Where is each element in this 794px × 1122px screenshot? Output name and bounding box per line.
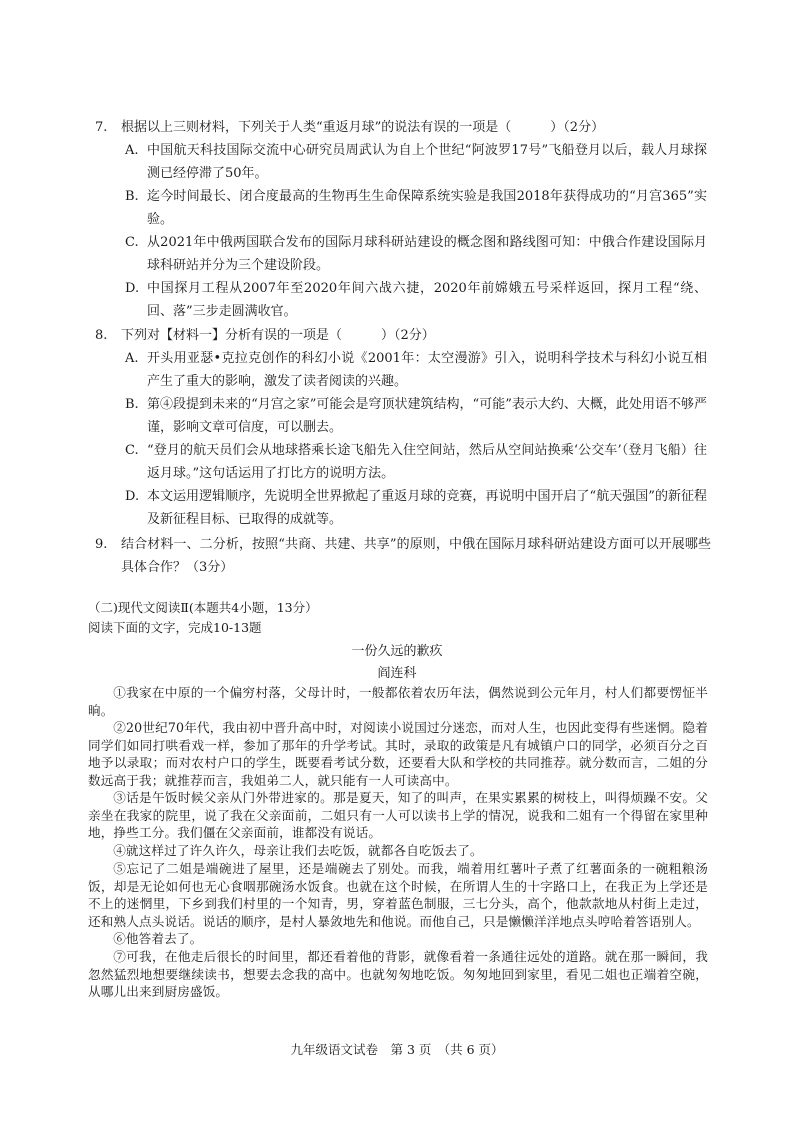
section-header: （二)现代文阅读Ⅱ(本题共4小题，13分） <box>88 600 318 615</box>
option-text: 本文运用逻辑顺序，先说明全世界掀起了重返月球的竞赛，再说明中国开启了“航天强国”的新征程及新征程目标、已取得的成就等。 <box>147 489 707 527</box>
section-instruction: 阅读下面的文字，完成10-13题 <box>88 620 262 635</box>
option-text: “登月的航天员们会从地球搭乘长途飞船先入住空间站，然后从空间站换乘‘公交车’（登月飞船）往返月球。”这句话运用了打比方的说明方法。 <box>147 443 707 481</box>
article-paragraph-6: ⑥他答着去了。 <box>113 931 203 946</box>
article-paragraph-7: ⑦可我，在他走后很长的时间里，都还看着他的背影，就像看着一条通往远处的道路。就在那一瞬间，我忽然猛烈地想要继续读书，想要去念我的高中。也就匆匆地吃饭。匆匆地回到家里，看见二姐也正端着空碗，从哪儿出来到厨房盛饭。 <box>88 949 708 1000</box>
option-text: 中国航天科技国际交流中心研究员周武认为自上个世纪“阿波罗17号”飞船登月以后，载人月球探测已经停滞了50年。 <box>147 143 707 181</box>
article-paragraph-2: ②20世纪70年代，我由初中晋升高中时，对阅读小说国过分迷恋，而对人生，也因此变得有些迷惘。隐着同学们如同打哄看戏一样，参加了那年的升学考试。其时，录取的政策是凡有城镇户口的同学，必须百分之百地予以录取；而对农村户口的学生，既要看考试分数，还要看大队和学校的共同推荐。就分数而言，二姐的分数远高于我；就推荐而言，我姐弟二人，就只能有一人可读高中。 <box>88 720 708 788</box>
option-label: C. <box>125 235 139 250</box>
option-label: D. <box>125 489 140 504</box>
option-text: 第④段提到未来的“月宫之家”可能会是穹顶状建筑结构，“可能”表示大约、大概，此处用语不够严谨，影响文章可信度，可以删去。 <box>147 397 707 435</box>
option-text: 中国探月工程从2007年至2020年间六战六捷，2020年前嫦娥五号采样返回，探月工程“绕、回、落”三步走圆满收官。 <box>147 281 707 319</box>
option-label: B. <box>125 397 139 412</box>
article-paragraph-4: ④就这样过了许久许久，母亲让我们去吃饭，就都各自吃饭去了。 <box>113 843 483 858</box>
option-label: B. <box>125 189 139 204</box>
option-label: D. <box>125 281 140 296</box>
option-text: 开头用亚瑟•克拉克创作的科幻小说《2001年：太空漫游》引入，说明科学技术与科幻小说互相产生了重大的影响，激发了读者阅读的兴趣。 <box>147 351 707 389</box>
option-text: 迄今时间最长、闭合度最高的生物再生生命保障系统实验是我国2018年获得成功的“月宫365”实验。 <box>147 189 707 227</box>
article-paragraph-5: ⑤忘记了二姐是端碗进了屋里，还是端碗去了别处。而我，端着用红薯叶子煮了红薯面条的一碗粗粮汤饭，却是无论如何也无心食咽那碗汤水饭食。也就在这个时候，在所谓人生的十字路口上，在我正为上学还是不上的迷惘里，下乡到我们村里的一个知青，男，穿着蓝色制服，三七分头，高个，他款款地从村街上走过，还和熟人点头说话。说话的顺序，是村人暴敛地先和他说。而他自己，只是懒懒洋洋地点头哼哈着答语别人。 <box>88 861 708 929</box>
article-paragraph-1: ①我家在中原的一个偏穷村落，父母计时，一般都依着农历年法，偶然说到公元年月，村人们都要愣怔半晌。 <box>88 685 708 718</box>
question-stem: 下列对【材料一】分析有误的一项是（ ）（2分） <box>121 328 435 343</box>
question-stem: 根据以上三则材料，下列关于人类“重返月球”的说法有误的一项是（ ）（2分） <box>121 120 605 135</box>
option-label: C. <box>125 443 139 458</box>
option-label: A. <box>125 143 139 158</box>
question-stem: 结合材料一、二分析，按照“共商、共建、共享”的原则，中俄在国际月球科研站建设方面可以开展哪些具体合作？（3分） <box>121 537 711 575</box>
question-number: 9. <box>95 537 108 552</box>
question-number: 7. <box>95 120 108 135</box>
page-footer: 九年级语文试卷 第 3 页 （共 6 页） <box>290 1042 504 1057</box>
article-title: 一份久远的歉疚 <box>351 644 443 659</box>
article-paragraph-3: ③话是午饭时候父亲从门外带进家的。那是夏天，知了的叫声，在果实累累的树枝上，叫得烦躁不安。父亲坐在我家的院里，说了我在父亲面前，二姐只有一人可以读书上学的情况，说我和二姐有一个得留在家里种地，挣些工分。我们僵在父亲面前，谁都没有说话。 <box>88 790 708 841</box>
option-text: 从2021年中俄两国联合发布的国际月球科研站建设的概念图和路线图可知：中俄合作建设国际月球科研站并分为三个建设阶段。 <box>147 235 707 273</box>
article-author: 阎连科 <box>377 666 417 681</box>
question-number: 8. <box>95 328 108 343</box>
option-label: A. <box>125 351 139 366</box>
